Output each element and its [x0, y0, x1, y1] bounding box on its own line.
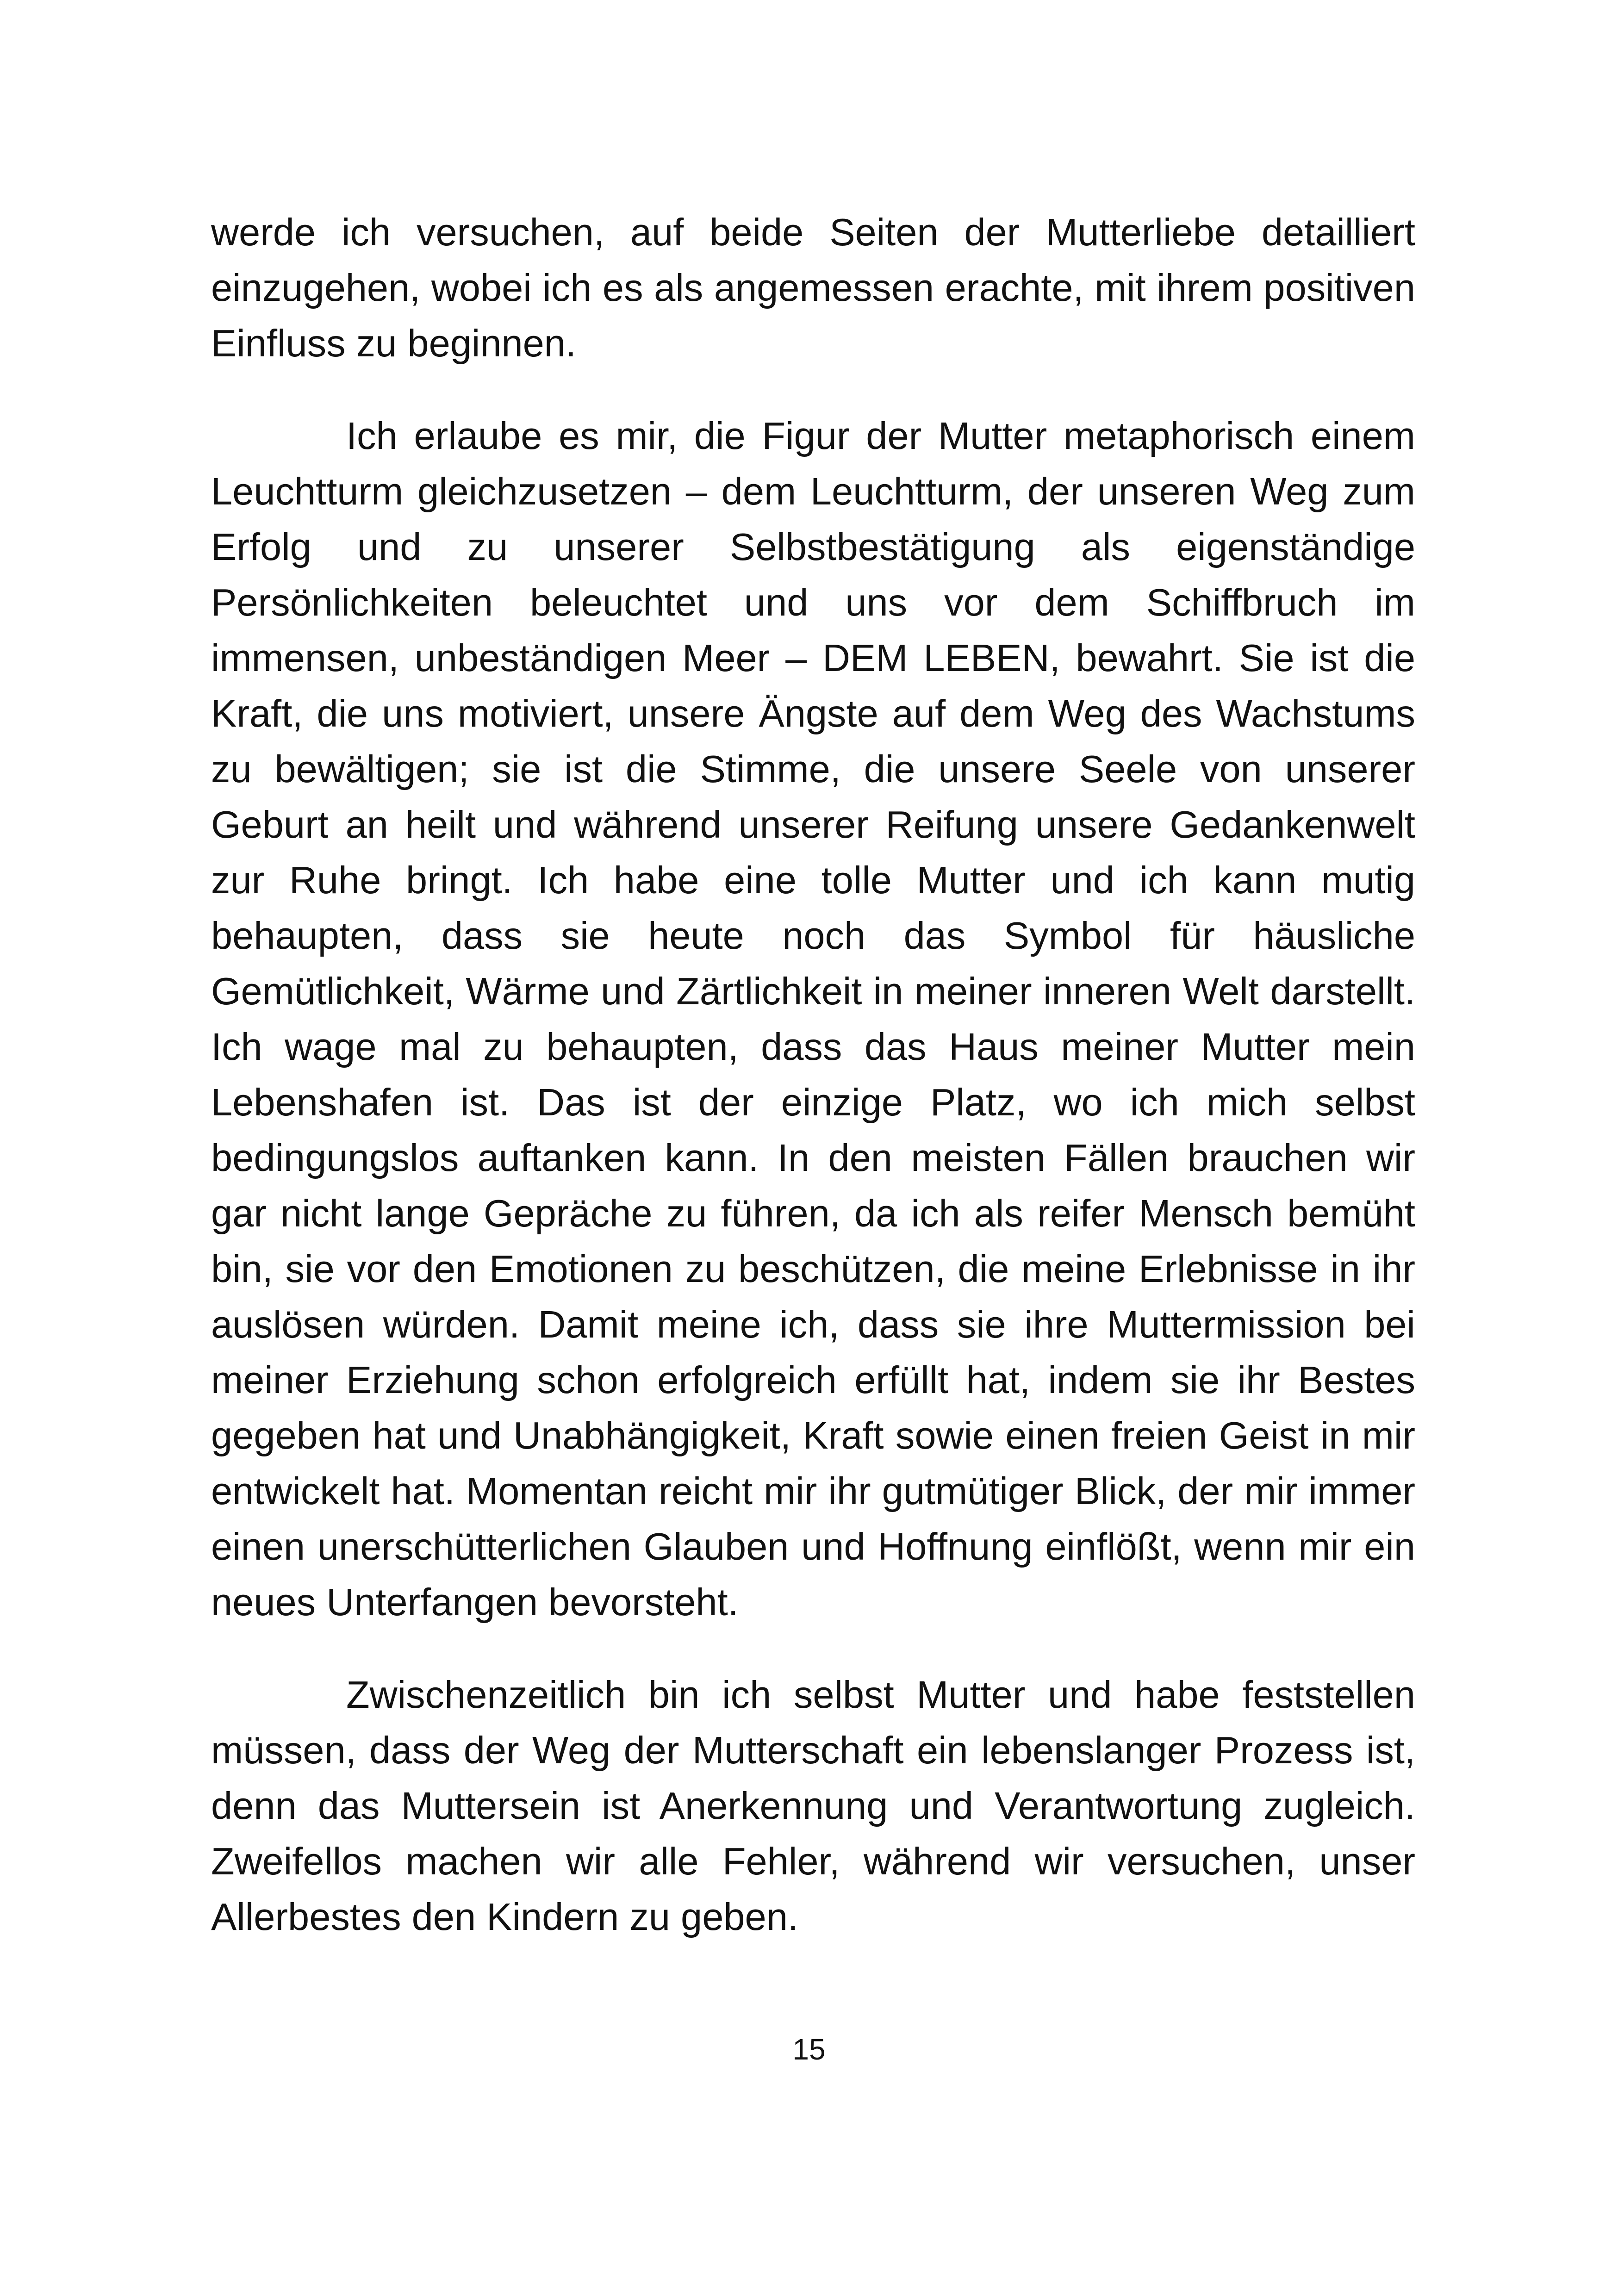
- body-text: [211, 205, 1415, 1945]
- paragraph-lighthouse: Ich erlaube es mir, die Figur der Mutter metaphorisch einem Leuchtturm gleichzusetzen – dem Leuchtturm, der unseren Weg zum Erfolg und zu unserer Selbstbestätigung als eigenständige Persönlichkeiten beleuchtet und uns vor dem Schiffbruch im immensen, unbeständigen Meer – DEM LEBEN, bewahrt. Sie ist die Kraft, die uns motiviert, unsere Ängste auf dem Weg des Wachstums zu bewältigen; sie ist die Stimme, die unsere Seele von unserer Geburt an heilt und während unserer Reifung unsere Gedankenwelt zur Ruhe bringt. Ich habe eine tolle Mutter und ich kann mutig behaupten, dass sie heute noch das Symbol für häusliche Gemütlichkeit, Wärme und Zärtlichkeit in meiner inneren Welt darstellt. Ich wage mal zu behaupten, dass das Haus meiner Mutter mein Lebenshafen ist. Das ist der einzige Platz, wo ich mich selbst bedingungslos auftanken kann. In den meisten Fällen brauchen wir gar nicht lange Gepräche zu führen, da ich als reifer Mensch bemüht bin, sie vor den Emotionen zu beschützen, die meine Erlebnisse in ihr auslösen würden. Damit meine ich, dass sie ihre Muttermission bei meiner Erziehung schon erfolgreich erfüllt hat, indem sie ihr Bestes gegeben hat und Unabhängigkeit, Kraft sowie einen freien Geist in mir entwickelt hat. Momentan reicht mir ihr gutmütiger Blick, der mir immer einen unerschütterlichen Glauben und Hoffnung einflößt, wenn mir ein neues Unterfangen bevorsteht.: [211, 414, 1415, 1624]
- page-number: 15: [792, 2033, 826, 2066]
- paragraph-gap: [211, 1630, 1415, 1667]
- paragraph-motherhood: Zwischenzeitlich bin ich selbst Mutter und habe feststellen müssen, dass der Weg der Mutterschaft ein lebenslanger Prozess ist, denn das Muttersein ist Anerkennung und Verantwortung zugleich. Zweifellos machen wir alle Fehler, während wir versuchen, unser Allerbestes den Kindern zu geben.: [211, 1673, 1415, 1938]
- paragraph-continuation: werde ich versuchen, auf beide Seiten der Mutterliebe detailliert einzugehen, wobei ich es als angemessen erachte, mit ihrem positiven Einfluss zu beginnen.: [211, 211, 1415, 365]
- paragraph-gap: [211, 371, 1415, 408]
